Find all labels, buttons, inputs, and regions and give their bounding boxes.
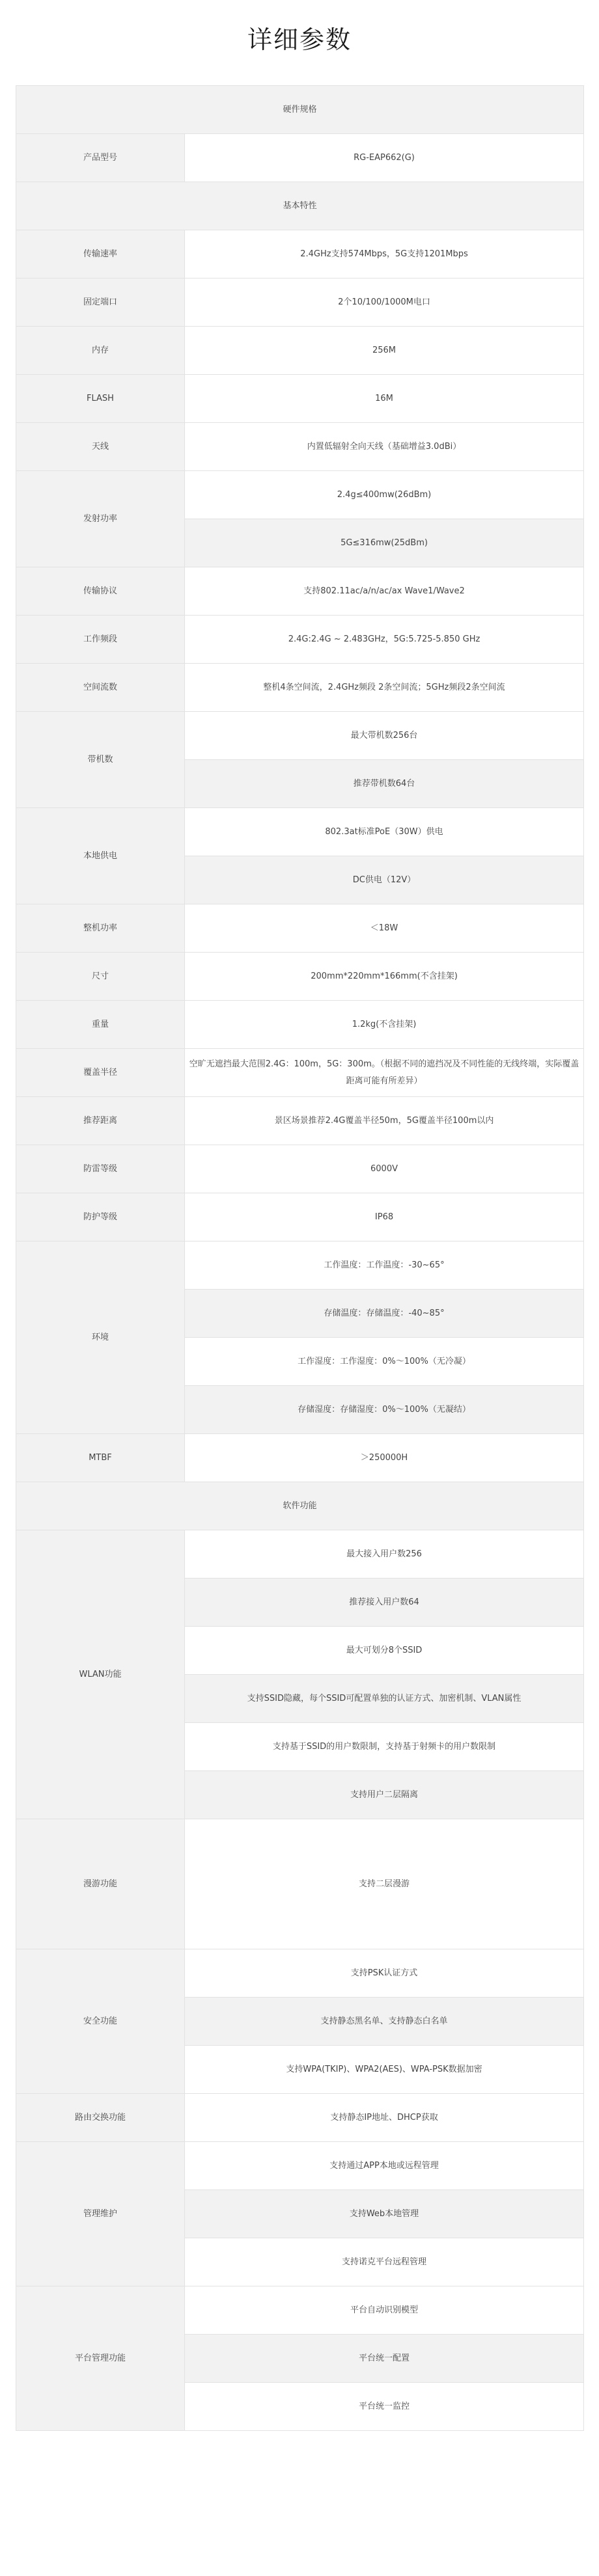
- spec-value: 平台统一配置: [185, 2335, 584, 2383]
- spec-value: 支持WPA(TKIP)、WPA2(AES)、WPA-PSK数据加密: [185, 2046, 584, 2094]
- spec-value: 支持通过APP本地或远程管理: [185, 2142, 584, 2190]
- spec-value: 支持静态黑名单、支持静态白名单: [185, 1998, 584, 2046]
- spec-value: 支持用户二层隔离: [185, 1771, 584, 1819]
- spec-value: 支持SSID隐藏，每个SSID可配置单独的认证方式、加密机制、VLAN属性: [185, 1675, 584, 1723]
- spec-value: DC供电（12V）: [185, 856, 584, 904]
- table-row: [16, 1049, 584, 1097]
- spec-value: 2.4G:2.4G ~ 2.483GHz，5G:5.725-5.850 GHz: [185, 616, 584, 664]
- section-header: 基本特性: [16, 182, 584, 230]
- table-row: [16, 134, 584, 182]
- spec-label: 产品型号: [16, 134, 185, 182]
- table-row: [16, 1819, 584, 1949]
- spec-value: 内置低辐射全向天线（基础增益3.0dBi）: [185, 423, 584, 471]
- table-row: [16, 423, 584, 471]
- table-row: [16, 1530, 584, 1579]
- table-row: [16, 1241, 584, 1290]
- table-row: [16, 2094, 584, 2142]
- spec-value: 整机4条空间流，2.4GHz频段 2条空间流；5GHz频段2条空间流: [185, 664, 584, 712]
- spec-value: 16M: [185, 375, 584, 423]
- section-header: 硬件规格: [16, 86, 584, 134]
- table-row: [16, 278, 584, 327]
- spec-value: 6000V: [185, 1145, 584, 1193]
- spec-value: 200mm*220mm*166mm(不含挂架): [185, 953, 584, 1001]
- table-row: [16, 1434, 584, 1482]
- spec-value: RG-EAP662(G): [185, 134, 584, 182]
- table-row: [16, 2286, 584, 2335]
- spec-value: ＜18W: [185, 904, 584, 953]
- table-row: [16, 230, 584, 278]
- table-row: [16, 327, 584, 375]
- spec-value: 最大可划分8个SSID: [185, 1627, 584, 1675]
- spec-value: 支持诺克平台远程管理: [185, 2238, 584, 2286]
- spec-label: 漫游功能: [16, 1819, 185, 1949]
- spec-label: 安全功能: [16, 1949, 185, 2094]
- spec-value: 最大接入用户数256: [185, 1530, 584, 1579]
- table-row: [16, 2142, 584, 2190]
- spec-value: 最大带机数256台: [185, 712, 584, 760]
- table-row: [16, 375, 584, 423]
- spec-value: 802.3at标准PoE（30W）供电: [185, 808, 584, 856]
- table-row: [16, 567, 584, 616]
- table-row: [16, 808, 584, 856]
- spec-value: 支持Web本地管理: [185, 2190, 584, 2238]
- table-row: [16, 953, 584, 1001]
- spec-value: 平台统一监控: [185, 2383, 584, 2431]
- spec-value: 2个10/100/1000M电口: [185, 278, 584, 327]
- spec-label: 尺寸: [16, 953, 185, 1001]
- spec-value: 景区场景推荐2.4G覆盖半径50m，5G覆盖半径100m以内: [185, 1097, 584, 1145]
- page-title: 详细参数: [247, 25, 352, 54]
- table-row: [16, 471, 584, 519]
- spec-value: 2.4GHz支持574Mbps，5G支持1201Mbps: [185, 230, 584, 278]
- spec-value: 工作湿度：工作湿度：0%～100%（无冷凝）: [185, 1338, 584, 1386]
- spec-value: 256M: [185, 327, 584, 375]
- spec-value: 平台自动识别模型: [185, 2286, 584, 2335]
- spec-value: 支持二层漫游: [185, 1819, 584, 1949]
- table-row: [16, 904, 584, 953]
- spec-label: 空间流数: [16, 664, 185, 712]
- spec-label: FLASH: [16, 375, 185, 423]
- spec-label: 环境: [16, 1241, 185, 1434]
- spec-label: 发射功率: [16, 471, 185, 567]
- spec-value: 支持802.11ac/a/n/ac/ax Wave1/Wave2: [185, 567, 584, 616]
- spec-table: [16, 85, 584, 2431]
- spec-label: 天线: [16, 423, 185, 471]
- table-row: [16, 616, 584, 664]
- spec-value: 支持静态IP地址、DHCP获取: [185, 2094, 584, 2142]
- spec-label: 工作频段: [16, 616, 185, 664]
- spec-label: 防护等级: [16, 1193, 185, 1241]
- table-row: [16, 1001, 584, 1049]
- spec-value: 支持基于SSID的用户数限制，支持基于射频卡的用户数限制: [185, 1723, 584, 1771]
- spec-label: 传输速率: [16, 230, 185, 278]
- spec-value: 5G≤316mw(25dBm): [185, 519, 584, 567]
- spec-label: 内存: [16, 327, 185, 375]
- spec-label: 平台管理功能: [16, 2286, 185, 2431]
- spec-label: 管理维护: [16, 2142, 185, 2286]
- table-row: [16, 664, 584, 712]
- spec-value: 支持PSK认证方式: [185, 1949, 584, 1998]
- spec-value: 推荐接入用户数64: [185, 1579, 584, 1627]
- spec-label: 路由交换功能: [16, 2094, 185, 2142]
- spec-label: 整机功率: [16, 904, 185, 953]
- table-row: [16, 712, 584, 760]
- spec-label: MTBF: [16, 1434, 185, 1482]
- table-row: [16, 1949, 584, 1998]
- spec-label: 传输协议: [16, 567, 185, 616]
- spec-label: WLAN功能: [16, 1530, 185, 1819]
- section-header: 软件功能: [16, 1482, 584, 1530]
- spec-value: IP68: [185, 1193, 584, 1241]
- spec-label: 重量: [16, 1001, 185, 1049]
- spec-label: 推荐距离: [16, 1097, 185, 1145]
- spec-value: 空旷无遮挡最大范围2.4G：100m，5G：300m。（根据不同的遮挡况及不同性能的无线终端，实际覆盖距离可能有所差异）: [185, 1049, 584, 1097]
- table-row: [16, 1193, 584, 1241]
- spec-value: 1.2kg(不含挂架): [185, 1001, 584, 1049]
- spec-value: 2.4g≤400mw(26dBm): [185, 471, 584, 519]
- spec-value: 工作温度：工作温度：-30~65°: [185, 1241, 584, 1290]
- spec-value: 存储湿度：存储湿度：0%～100%（无凝结）: [185, 1386, 584, 1434]
- spec-label: 本地供电: [16, 808, 185, 904]
- spec-label: 覆盖半径: [16, 1049, 185, 1097]
- spec-label: 固定端口: [16, 278, 185, 327]
- table-row: [16, 1097, 584, 1145]
- spec-label: 防雷等级: [16, 1145, 185, 1193]
- table-row: [16, 1145, 584, 1193]
- spec-label: 带机数: [16, 712, 185, 808]
- spec-value: 存储温度：存储温度：-40~85°: [185, 1290, 584, 1338]
- spec-value: ＞250000H: [185, 1434, 584, 1482]
- spec-value: 推荐带机数64台: [185, 760, 584, 808]
